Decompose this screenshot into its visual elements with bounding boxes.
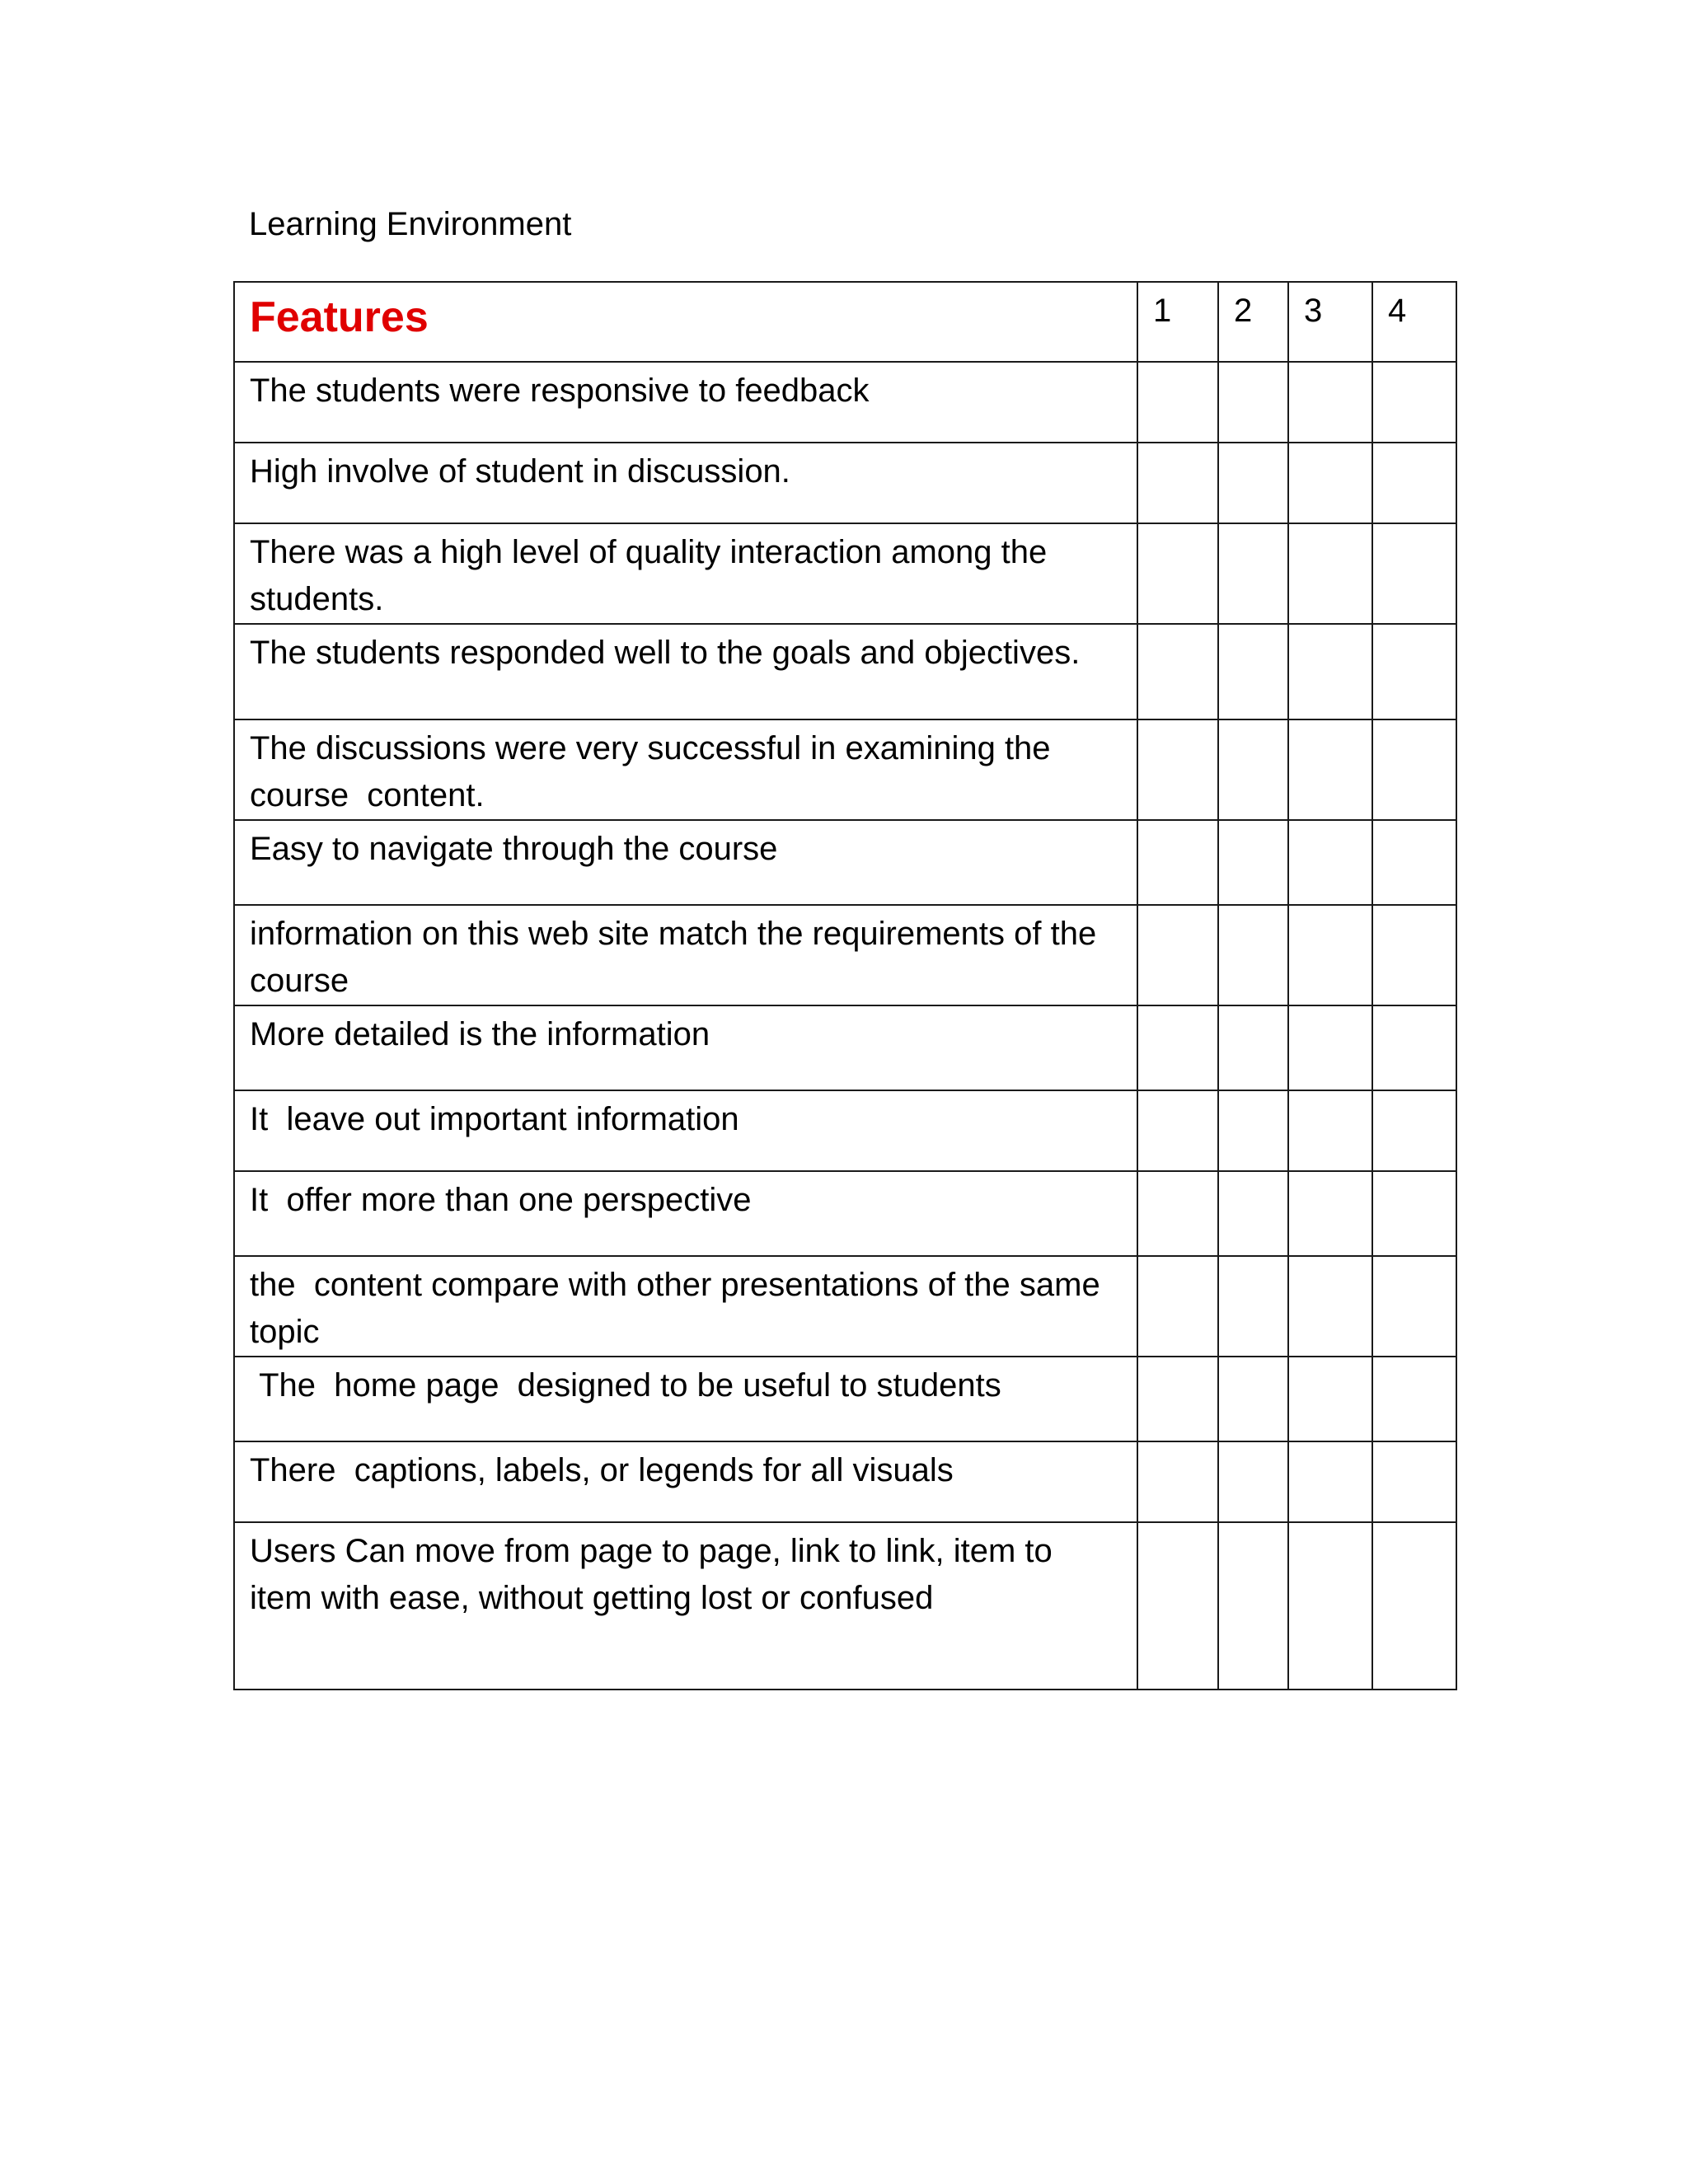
rating-cell-3[interactable] (1288, 1171, 1372, 1256)
rating-cell-1[interactable] (1137, 523, 1218, 624)
scale-label-1: 1 (1153, 293, 1172, 329)
feature-text: Easy to navigate through the course (250, 831, 778, 867)
table-row (234, 523, 1456, 624)
rating-cell-3[interactable] (1288, 1005, 1372, 1090)
rating-cell-4[interactable] (1372, 523, 1456, 624)
feature-cell (234, 443, 1137, 523)
table-row (234, 719, 1456, 820)
feature-text: The discussions were very successful in examining the course content. (250, 730, 1060, 813)
table-row (234, 1171, 1456, 1256)
rating-cell-4[interactable] (1372, 905, 1456, 1005)
table-header-row (234, 282, 1456, 362)
table-row (234, 820, 1456, 905)
table-row (234, 1256, 1456, 1357)
table-row (234, 1005, 1456, 1090)
rating-cell-3[interactable] (1288, 1357, 1372, 1441)
rating-cell-1[interactable] (1137, 1171, 1218, 1256)
rating-cell-3[interactable] (1288, 1441, 1372, 1522)
rating-cell-2[interactable] (1218, 1005, 1288, 1090)
table-row (234, 362, 1456, 443)
rating-cell-3[interactable] (1288, 820, 1372, 905)
rating-cell-4[interactable] (1372, 1441, 1456, 1522)
feature-text: More detailed is the information (250, 1016, 710, 1052)
table-row (234, 1357, 1456, 1441)
feature-text: Users Can move from page to page, link to link, item to item with ease, without getting lost or confused (250, 1533, 1062, 1616)
scale-label-2: 2 (1234, 293, 1253, 329)
rating-cell-2[interactable] (1218, 1090, 1288, 1171)
feature-cell (234, 1090, 1137, 1171)
scale-label-4: 4 (1388, 293, 1407, 329)
table-row (234, 624, 1456, 719)
scale-header-cell-1 (1137, 282, 1218, 362)
rating-cell-2[interactable] (1218, 624, 1288, 719)
rating-cell-3[interactable] (1288, 624, 1372, 719)
feature-text: It offer more than one perspective (250, 1182, 752, 1218)
feature-text: the content compare with other presentations of the same topic (250, 1267, 1109, 1350)
features-header-cell (234, 282, 1137, 362)
rating-cell-2[interactable] (1218, 719, 1288, 820)
rating-cell-4[interactable] (1372, 362, 1456, 443)
rating-cell-2[interactable] (1218, 1357, 1288, 1441)
rating-cell-2[interactable] (1218, 1256, 1288, 1357)
document-title: Learning Environment (249, 206, 572, 242)
rating-cell-1[interactable] (1137, 719, 1218, 820)
feature-cell (234, 624, 1137, 719)
feature-cell (234, 362, 1137, 443)
rating-cell-3[interactable] (1288, 719, 1372, 820)
rating-cell-2[interactable] (1218, 820, 1288, 905)
rating-table (233, 281, 1457, 1690)
rating-cell-2[interactable] (1218, 1522, 1288, 1690)
rating-cell-4[interactable] (1372, 1522, 1456, 1690)
feature-text: High involve of student in discussion. (250, 453, 790, 490)
rating-cell-3[interactable] (1288, 905, 1372, 1005)
table-row (234, 1090, 1456, 1171)
rating-cell-2[interactable] (1218, 362, 1288, 443)
rating-cell-1[interactable] (1137, 624, 1218, 719)
features-header-label: Features (250, 293, 429, 341)
rating-cell-1[interactable] (1137, 1256, 1218, 1357)
rating-cell-4[interactable] (1372, 1256, 1456, 1357)
feature-cell (234, 905, 1137, 1005)
rating-cell-4[interactable] (1372, 820, 1456, 905)
feature-cell (234, 523, 1137, 624)
scale-header-cell-4 (1372, 282, 1456, 362)
rating-cell-1[interactable] (1137, 1357, 1218, 1441)
scale-header-cell-2 (1218, 282, 1288, 362)
feature-text: There captions, labels, or legends for all visuals (250, 1452, 954, 1488)
rating-cell-4[interactable] (1372, 443, 1456, 523)
feature-text: It leave out important information (250, 1101, 739, 1137)
scale-label-3: 3 (1304, 293, 1323, 329)
rating-cell-1[interactable] (1137, 1090, 1218, 1171)
table-row (234, 1441, 1456, 1522)
rating-cell-3[interactable] (1288, 1256, 1372, 1357)
rating-cell-1[interactable] (1137, 362, 1218, 443)
rating-cell-1[interactable] (1137, 443, 1218, 523)
feature-cell (234, 1256, 1137, 1357)
rating-cell-4[interactable] (1372, 624, 1456, 719)
rating-cell-2[interactable] (1218, 905, 1288, 1005)
feature-text: information on this web site match the requirements of the course (250, 916, 1106, 999)
feature-cell (234, 1522, 1137, 1690)
feature-text: The students responded well to the goals and objectives. (250, 635, 1081, 671)
feature-cell (234, 820, 1137, 905)
rating-cell-3[interactable] (1288, 1522, 1372, 1690)
rating-cell-4[interactable] (1372, 719, 1456, 820)
table-row (234, 905, 1456, 1005)
rating-cell-1[interactable] (1137, 1441, 1218, 1522)
feature-text: The home page designed to be useful to students (250, 1367, 1001, 1404)
rating-cell-3[interactable] (1288, 1090, 1372, 1171)
feature-text: The students were responsive to feedback (250, 373, 870, 409)
table-row (234, 443, 1456, 523)
rating-cell-2[interactable] (1218, 443, 1288, 523)
rating-cell-1[interactable] (1137, 820, 1218, 905)
rating-cell-2[interactable] (1218, 1171, 1288, 1256)
rating-cell-3[interactable] (1288, 443, 1372, 523)
feature-cell (234, 719, 1137, 820)
feature-cell (234, 1357, 1137, 1441)
rating-cell-2[interactable] (1218, 523, 1288, 624)
rating-cell-4[interactable] (1372, 1357, 1456, 1441)
feature-cell (234, 1441, 1137, 1522)
rating-cell-3[interactable] (1288, 362, 1372, 443)
rating-cell-4[interactable] (1372, 1090, 1456, 1171)
table-row (234, 1522, 1456, 1690)
scale-header-cell-3 (1288, 282, 1372, 362)
rating-cell-4[interactable] (1372, 1005, 1456, 1090)
feature-cell (234, 1171, 1137, 1256)
feature-text: There was a high level of quality interaction among the students. (250, 534, 1057, 617)
rating-cell-1[interactable] (1137, 1005, 1218, 1090)
rating-cell-2[interactable] (1218, 1441, 1288, 1522)
rating-cell-1[interactable] (1137, 905, 1218, 1005)
rating-cell-1[interactable] (1137, 1522, 1218, 1690)
rating-cell-4[interactable] (1372, 1171, 1456, 1256)
feature-cell (234, 1005, 1137, 1090)
rating-cell-3[interactable] (1288, 523, 1372, 624)
